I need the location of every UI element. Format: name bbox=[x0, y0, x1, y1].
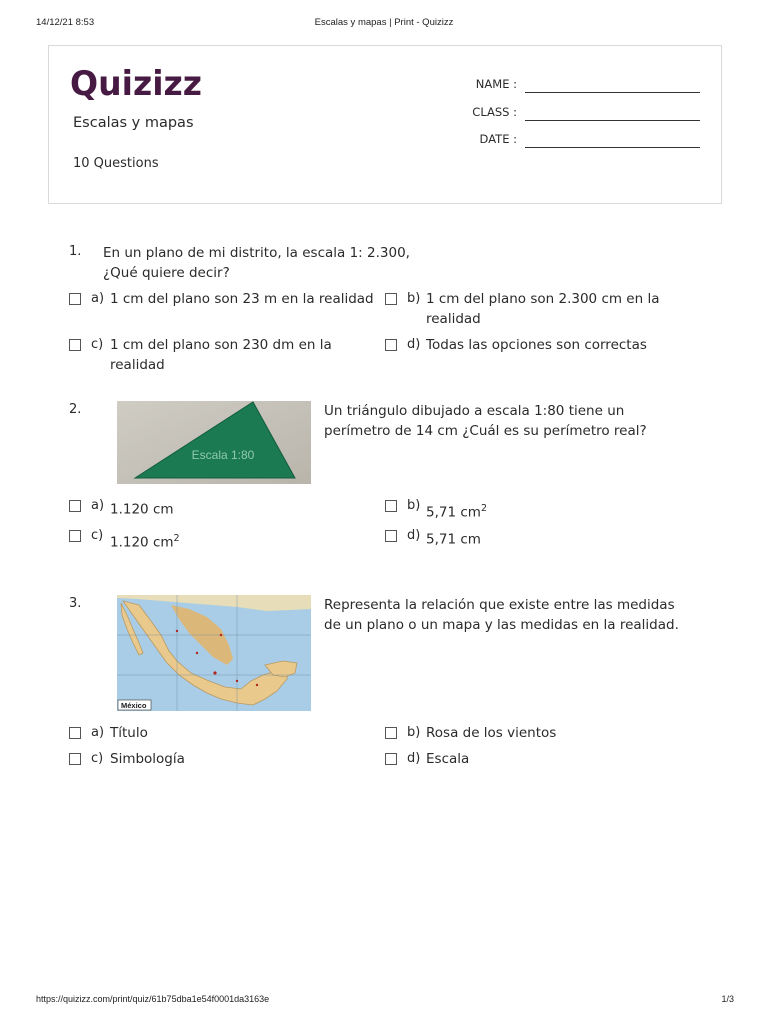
option-checkbox[interactable] bbox=[69, 753, 81, 765]
triangle-image bbox=[117, 401, 311, 484]
option-letter: c) bbox=[91, 337, 104, 352]
print-page-number: 1/3 bbox=[721, 994, 734, 1004]
option-letter: a) bbox=[91, 725, 105, 740]
option-checkbox[interactable] bbox=[69, 293, 81, 305]
scale-label: Escala 1:80 bbox=[191, 448, 255, 462]
option-text: 1 cm del plano son 23 m en la realidad bbox=[110, 291, 374, 307]
name-label: NAME : bbox=[475, 77, 517, 91]
option-checkbox[interactable] bbox=[385, 727, 397, 739]
question-number: 2. bbox=[69, 402, 82, 417]
option-checkbox[interactable] bbox=[385, 339, 397, 351]
option-text: Título bbox=[110, 725, 148, 741]
option-checkbox[interactable] bbox=[385, 530, 397, 542]
question-number: 1. bbox=[69, 244, 82, 259]
option-text: 5,71 $cm^2$ bbox=[426, 503, 487, 521]
option-letter: d) bbox=[407, 751, 421, 766]
option-checkbox[interactable] bbox=[385, 500, 397, 512]
quiz-title: Escalas y mapas bbox=[73, 115, 194, 131]
print-page-title: Escalas y mapas | Print - Quizizz bbox=[314, 17, 454, 28]
print-datetime: 14/12/21 8:53 bbox=[36, 17, 95, 28]
option-letter: c) bbox=[91, 751, 104, 766]
option-a[interactable] bbox=[69, 289, 381, 329]
name-field[interactable] bbox=[439, 77, 701, 97]
print-url: https://quizizz.com/print/quiz/61b75dba1e54f0001da3163e bbox=[36, 994, 270, 1004]
date-label: DATE : bbox=[479, 132, 517, 146]
question-text: Un triángulo dibujado a escala 1:80 tiene un perímetro de 14 cm ¿Cuál es su perímetro real? bbox=[324, 403, 647, 439]
option-checkbox[interactable] bbox=[385, 753, 397, 765]
option-letter: c) bbox=[91, 528, 104, 543]
option-text: 1.120 $cm^2$ bbox=[110, 533, 180, 551]
option-text: Escala bbox=[426, 751, 470, 767]
option-c[interactable] bbox=[69, 749, 381, 789]
print-header bbox=[0, 17, 768, 31]
option-c[interactable] bbox=[69, 526, 381, 566]
option-d[interactable] bbox=[385, 335, 675, 375]
option-checkbox[interactable] bbox=[385, 293, 397, 305]
option-c[interactable] bbox=[69, 335, 381, 375]
option-text: 1 cm del plano son 230 dm en la realidad bbox=[110, 337, 332, 373]
date-field[interactable] bbox=[439, 132, 701, 152]
option-checkbox[interactable] bbox=[69, 339, 81, 351]
option-letter: b) bbox=[407, 725, 421, 740]
date-line[interactable] bbox=[525, 147, 700, 148]
print-footer bbox=[0, 994, 768, 1008]
question-text: En un plano de mi distrito, la escala 1: 2.300, ¿Qué quiere decir? bbox=[103, 245, 410, 281]
option-letter: b) bbox=[407, 498, 421, 513]
option-letter: d) bbox=[407, 337, 421, 352]
question-number: 3. bbox=[69, 596, 82, 611]
option-text: 5,71 cm bbox=[426, 531, 481, 548]
option-letter: a) bbox=[91, 291, 105, 306]
option-text: Todas las opciones son correctas bbox=[426, 337, 647, 353]
logo-text: Quizizz bbox=[70, 64, 202, 102]
option-d[interactable] bbox=[385, 526, 675, 566]
option-checkbox[interactable] bbox=[69, 727, 81, 739]
mexico-map-image bbox=[117, 595, 311, 711]
option-text: 1 cm del plano son 2.300 cm en la realidad bbox=[426, 291, 660, 327]
option-b[interactable] bbox=[385, 289, 675, 329]
option-d[interactable] bbox=[385, 749, 675, 789]
option-text: 1.120 cm bbox=[110, 501, 174, 518]
class-field[interactable] bbox=[439, 105, 701, 125]
option-checkbox[interactable] bbox=[69, 530, 81, 542]
option-text: Rosa de los vientos bbox=[426, 725, 557, 741]
map-label: México bbox=[121, 701, 147, 710]
option-checkbox[interactable] bbox=[69, 500, 81, 512]
option-letter: d) bbox=[407, 528, 421, 543]
class-label: CLASS : bbox=[472, 105, 517, 119]
option-letter: a) bbox=[91, 498, 105, 513]
class-line[interactable] bbox=[525, 120, 700, 121]
question-count: 10 Questions bbox=[73, 156, 159, 171]
quizizz-logo bbox=[70, 64, 204, 102]
option-letter: b) bbox=[407, 291, 421, 306]
option-text: Simbología bbox=[110, 751, 185, 767]
question-text: Representa la relación que existe entre las medidas de un plano o un mapa y las medidas en la realidad. bbox=[324, 597, 679, 633]
name-line[interactable] bbox=[525, 92, 700, 93]
quiz-info-card bbox=[48, 45, 722, 204]
